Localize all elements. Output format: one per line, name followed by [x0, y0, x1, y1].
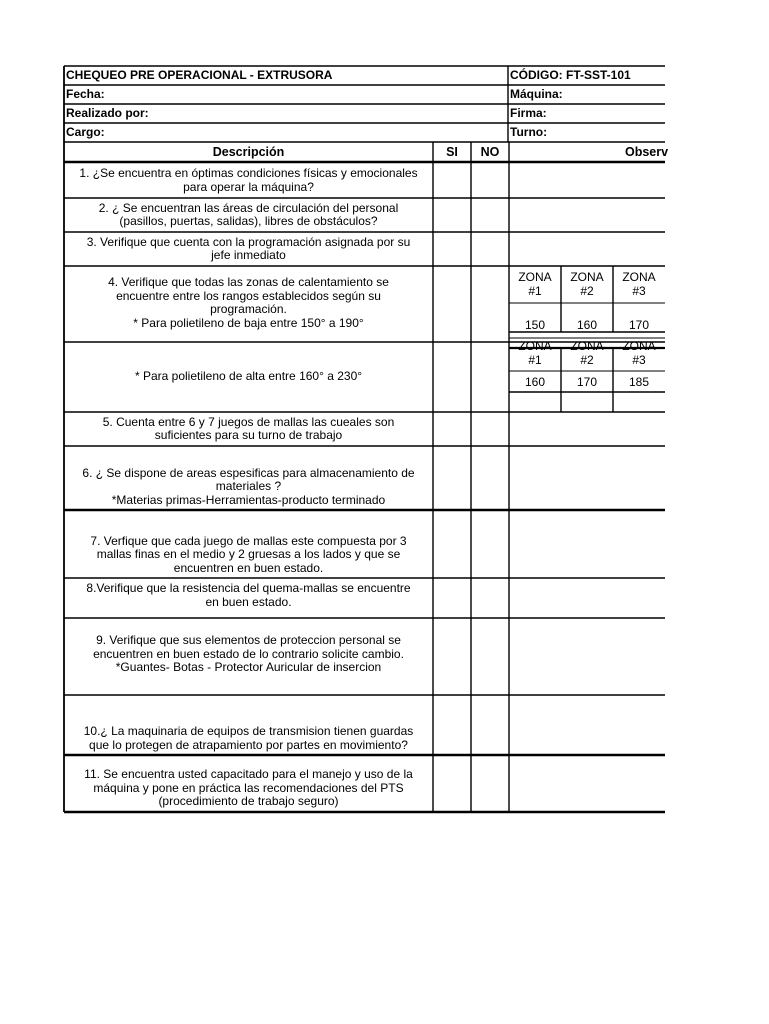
- checklist-item-10: 10.¿ La maquinaria de equipos de transmision tienen guardas que lo protegen de atrapamiento por partes en movimiento?: [83, 724, 414, 752]
- zone-low-label-3: ZONA #3: [622, 270, 656, 298]
- form-code: CÓDIGO: FT-SST-101: [510, 68, 631, 82]
- checklist-item-7: 7. Verfique que cada juego de mallas este compuesta por 3 mallas finas en el medio y 2 gruesas a los lados y que se encuentren en buen estado.: [90, 533, 407, 575]
- checklist-item-11: 11. Se encuentra usted capacitado para el manejo y uso de la máquina y pone en práctica las recomendaciones del PTS (procedimiento de trabajo seguro): [84, 767, 413, 808]
- zone-high-label-2: ZONA #2: [570, 339, 604, 367]
- zone-high-value-1: 160: [524, 375, 546, 389]
- cargo-label: Cargo:: [66, 125, 105, 139]
- zone-high-value-2: 170: [576, 375, 598, 389]
- col-observations: Observ: [625, 145, 669, 159]
- checklist-item-4b: * Para polietileno de alta entre 160° a 230°: [134, 369, 363, 384]
- checklist-item-2: 2. ¿ Se encuentran las áreas de circulación del personal (pasillos, puertas, salidas), libres de obstáculos?: [98, 200, 399, 228]
- zone-high-label-3: ZONA #3: [622, 339, 656, 367]
- zone-high-value-3: 185: [628, 375, 650, 389]
- col-si: SI: [446, 145, 458, 159]
- fecha-label: Fecha:: [66, 87, 105, 101]
- zone-low-value-2: 160: [576, 318, 598, 332]
- checklist-item-4: 4. Verifique que todas las zonas de calentamiento se encuentre entre los rangos establecidos según su programación. * Para polietileno de baja entre 150° a 190°: [108, 275, 389, 330]
- checklist-item-8: 8.Verifique que la resistencia del quema-mallas se encuentre en buen estado.: [86, 581, 411, 609]
- col-description: Descripción: [212, 145, 285, 159]
- zone-low-value-3: 170: [628, 318, 650, 332]
- zone-high-label-1: ZONA #1: [518, 339, 552, 367]
- checklist-item-5: 5. Cuenta entre 6 y 7 juegos de mallas las cueales son suficientes para su turno de trabajo: [102, 414, 395, 442]
- zone-low-label-2: ZONA #2: [570, 270, 604, 298]
- zone-low-label-1: ZONA #1: [518, 270, 552, 298]
- zone-low-value-1: 150: [524, 318, 546, 332]
- col-no: NO: [480, 145, 500, 159]
- checklist-item-1: 1. ¿Se encuentra en óptimas condiciones físicas y emocionales para operar la máquina?: [79, 166, 418, 194]
- checklist-item-9: 9. Verifique que sus elementos de proteccion personal se encuentren en buen estado de lo contrario solicite cambio. *Guantes- Botas - Protector Auricular de insercion: [93, 633, 404, 674]
- zone-high-labels-wrap: [509, 339, 665, 370]
- firma-label: Firma:: [510, 106, 547, 120]
- checklist-item-3: 3. Verifique que cuenta con la programación asignada por su jefe inmediato: [86, 234, 411, 262]
- form-title: CHEQUEO PRE OPERACIONAL - EXTRUSORA: [66, 68, 333, 82]
- checklist-item-6: 6. ¿ Se dispone de areas espesificas para almacenamiento de materiales ? *Materias primas-Herramientas-producto terminado: [82, 465, 415, 507]
- realizado-label: Realizado por:: [66, 106, 149, 120]
- maquina-label: Máquina:: [510, 87, 563, 101]
- turno-label: Turno:: [510, 125, 548, 139]
